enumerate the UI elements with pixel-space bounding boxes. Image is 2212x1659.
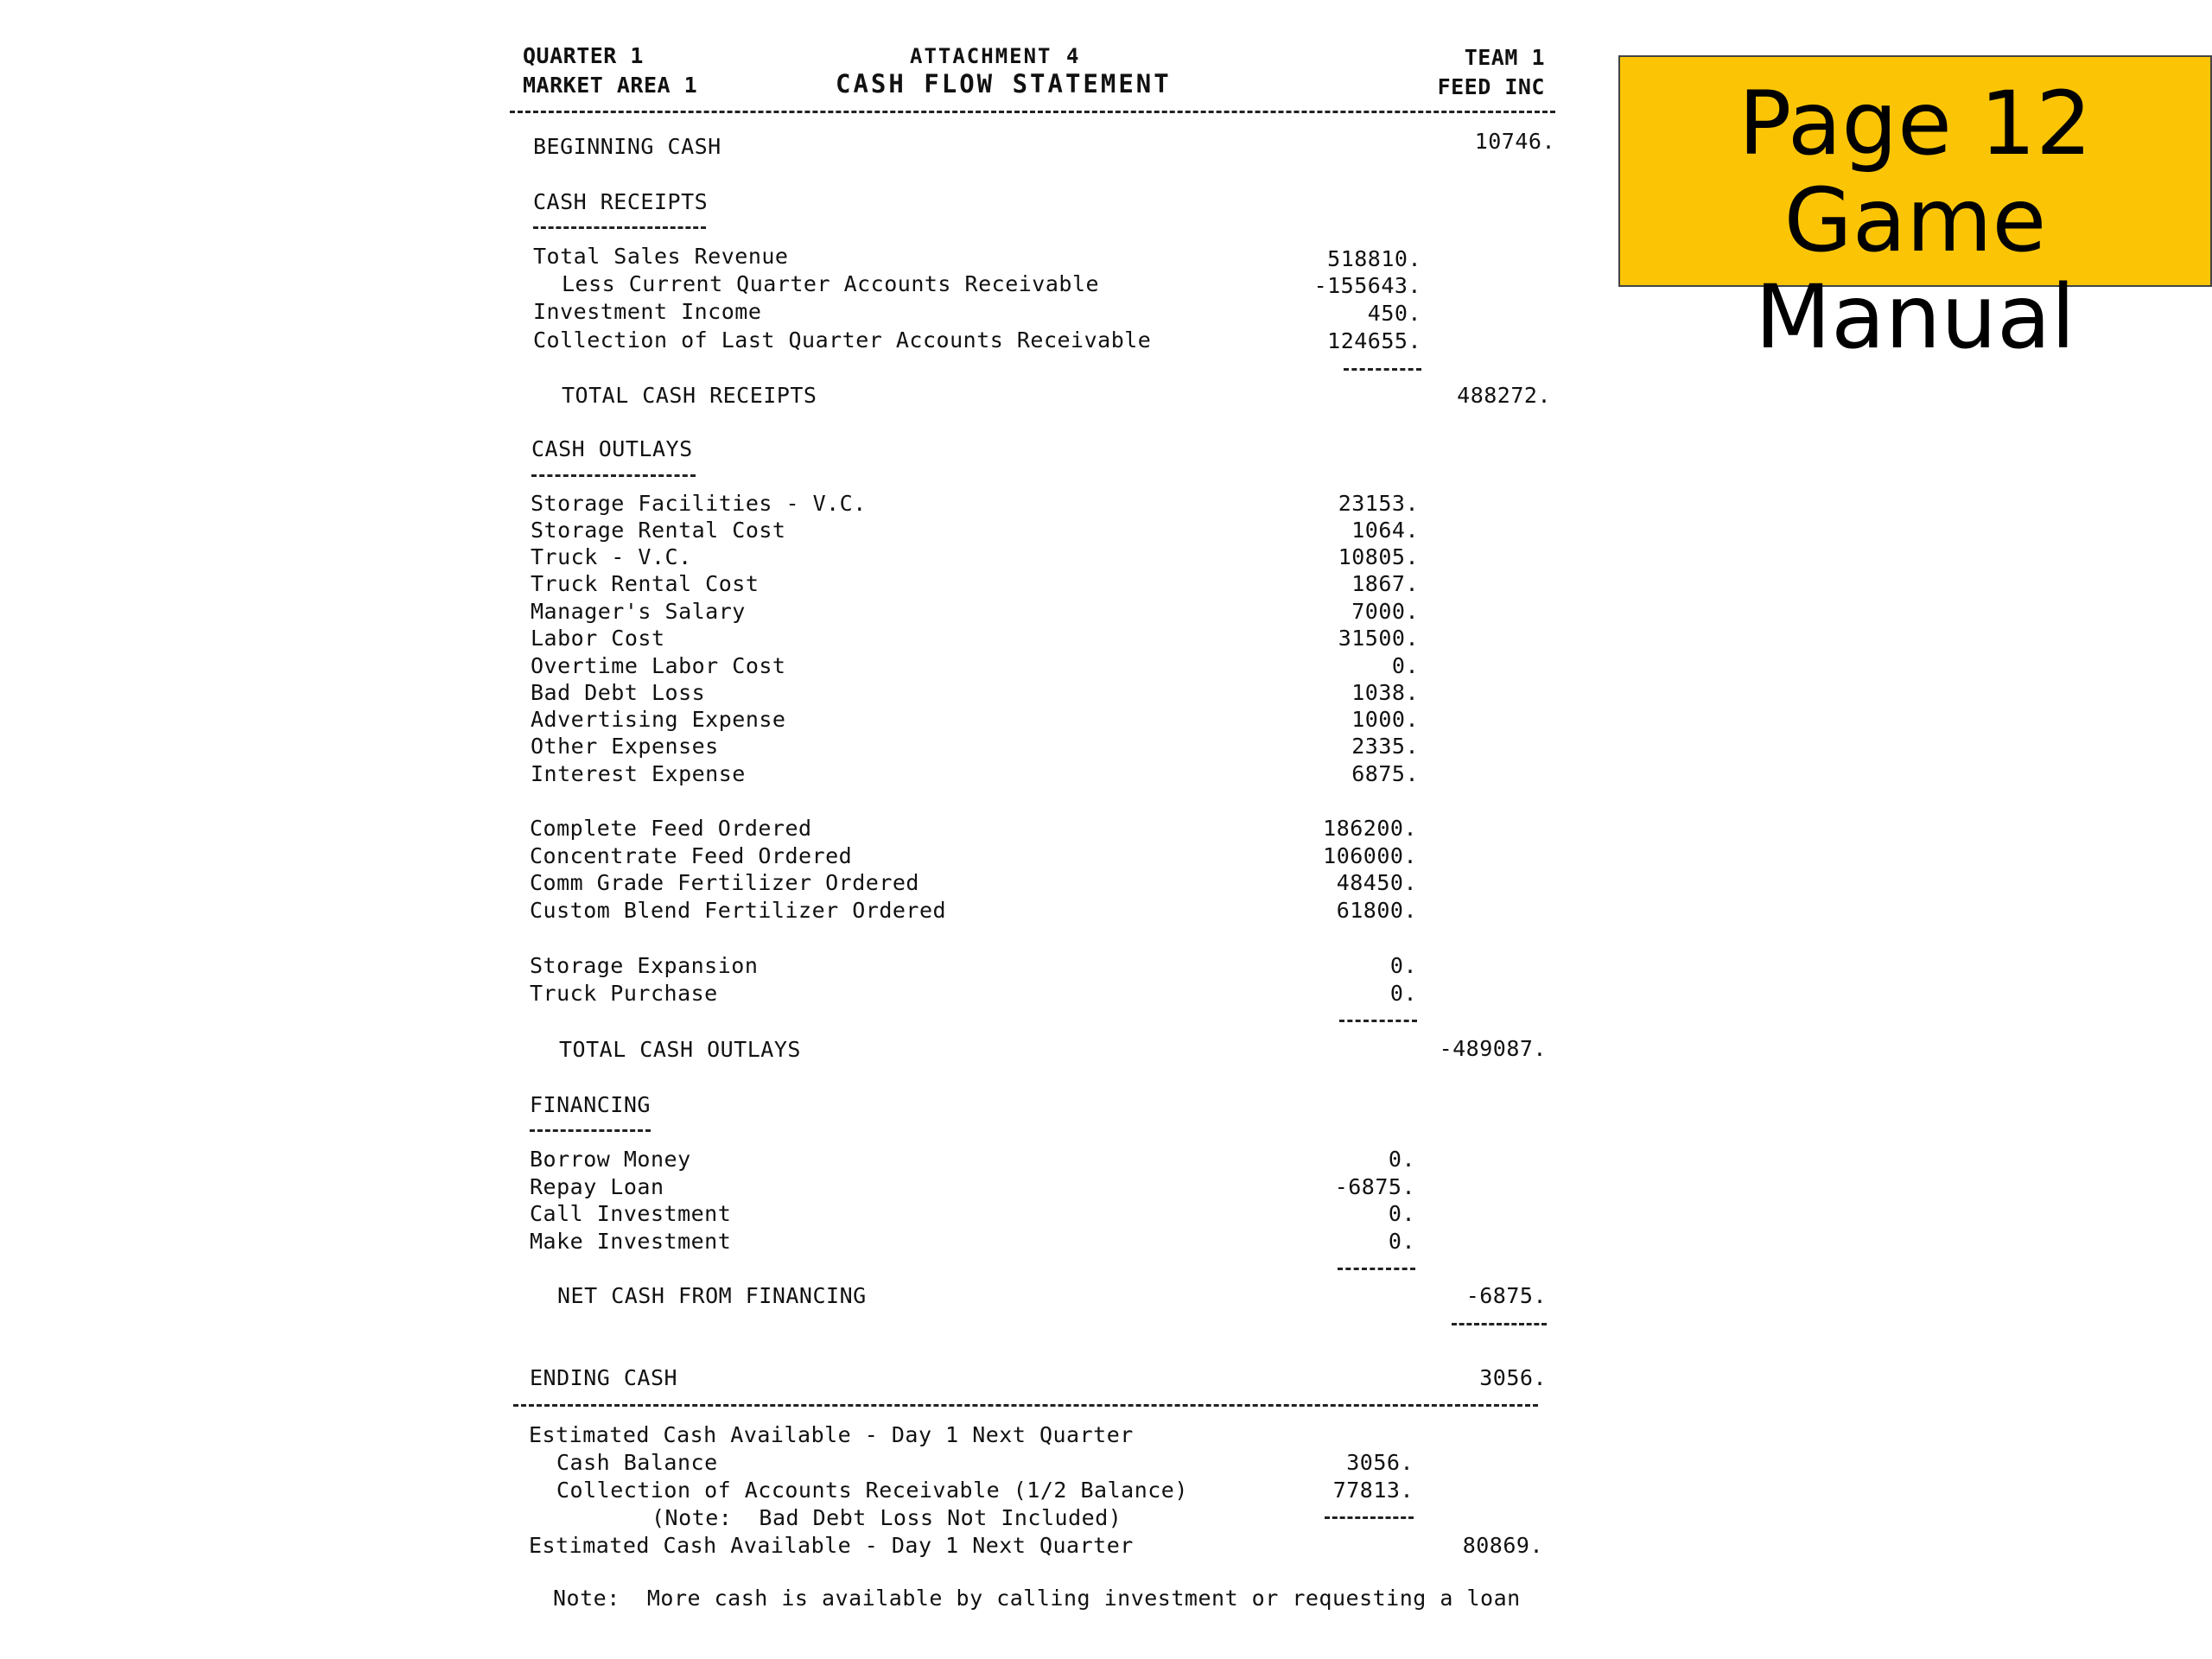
line-item-value: 1867. [1351,571,1419,596]
line-item-value: 124655. [1327,328,1421,353]
subtotal-rule [1338,1268,1415,1270]
line-item-value: 10805. [1338,544,1419,569]
line-item-label: Truck Rental Cost [531,571,760,596]
page-title: CASH FLOW STATEMENT [836,69,1172,99]
line-item-value: -6875. [1334,1174,1415,1199]
line-item-label: Repay Loan [530,1174,664,1199]
line-item-label: Make Investment [530,1229,732,1254]
heading-underline [533,226,706,229]
line-item-value: 0. [1388,1229,1415,1254]
line-item-value: 6875. [1351,761,1419,786]
line-item-label: Storage Rental Cost [531,518,786,543]
line-item-value: 186200. [1323,816,1417,841]
line-item-value: 31500. [1338,626,1419,651]
total-cash-outlays-label: TOTAL CASH OUTLAYS [559,1037,801,1062]
line-item-value: -155643. [1313,273,1421,298]
line-item-label: Cash Balance [556,1450,718,1475]
line-item-label: Less Current Quarter Accounts Receivable [562,271,1100,296]
line-item-label: Comm Grade Fertilizer Ordered [530,870,919,895]
line-item-label: Collection of Last Quarter Accounts Receivable [533,327,1152,353]
estimate-heading: Estimated Cash Available - Day 1 Next Quarter [529,1422,1134,1447]
cash-receipts-heading: CASH RECEIPTS [533,189,709,214]
cash-outlays-heading: CASH OUTLAYS [531,436,693,461]
line-item-label: Overtime Labor Cost [531,653,786,678]
line-item-label: Complete Feed Ordered [530,816,812,841]
line-item-label: Interest Expense [531,761,746,786]
team-label: TEAM 1 [1464,45,1545,70]
line-item-label: Advertising Expense [531,707,786,732]
line-item-label: Collection of Accounts Receivable (1/2 Balance) [556,1478,1188,1503]
line-item-value: 61800. [1336,898,1417,923]
total-cash-receipts-value: 488272. [1457,383,1551,408]
line-item-label: Storage Facilities - V.C. [531,491,867,516]
attachment-label: ATTACHMENT 4 [910,44,1081,68]
line-item-value: 0. [1389,953,1417,978]
line-item-value: 23153. [1338,491,1419,516]
line-item-label: Custom Blend Fertilizer Ordered [530,898,947,923]
line-item-value: 1064. [1351,518,1419,543]
ending-divider [513,1404,1538,1407]
line-item-label: Borrow Money [530,1147,691,1172]
market-area-label: MARKET AREA 1 [523,73,698,98]
line-item-value: 0. [1388,1147,1415,1172]
line-item-value: 48450. [1336,870,1417,895]
line-item-label: Total Sales Revenue [533,244,789,269]
line-item-value: 1038. [1351,680,1419,705]
subtotal-rule [1344,368,1421,371]
subtotal-rule [1339,1020,1417,1022]
line-item-label: Concentrate Feed Ordered [530,843,853,868]
line-item-value: 77813. [1332,1478,1414,1503]
footer-note: Note: More cash is available by calling investment or requesting a loan [553,1586,1521,1611]
heading-underline [531,474,696,477]
estimate-total-label: Estimated Cash Available - Day 1 Next Quarter [529,1533,1134,1558]
line-item-label: Truck Purchase [530,981,718,1006]
quarter-label: QUARTER 1 [523,43,644,68]
line-item-value: 2335. [1351,734,1419,759]
line-item-value: 0. [1388,1201,1415,1226]
bad-debt-note: (Note: Bad Debt Loss Not Included) [652,1505,1122,1530]
line-item-value: 1000. [1351,707,1419,732]
line-item-label: Call Investment [530,1201,732,1226]
subtotal-rule [1452,1323,1547,1325]
company-label: FEED INC [1437,74,1545,99]
line-item-label: Bad Debt Loss [531,680,706,705]
estimate-total-value: 80869. [1462,1533,1543,1558]
total-cash-outlays-value: -489087. [1439,1036,1547,1061]
financing-heading: FINANCING [530,1092,651,1117]
badge-page-number: Page 12 [1738,73,2093,175]
line-item-value: 3056. [1346,1450,1414,1475]
line-item-label: Storage Expansion [530,953,759,978]
line-item-label: Manager's Salary [531,599,746,624]
page-reference-badge [1618,55,2212,369]
header-divider [510,111,1555,113]
heading-underline [530,1129,651,1132]
subtotal-rule [1325,1516,1414,1519]
badge-game-manual: Game Manual [1755,169,2075,369]
line-item-value: 450. [1367,301,1421,326]
line-item-value: 518810. [1327,246,1421,271]
line-item-label: Investment Income [533,299,762,324]
line-item-label: Labor Cost [531,626,665,651]
line-item-value: 0. [1391,653,1419,678]
beginning-cash-label: BEGINNING CASH [533,134,721,159]
ending-cash-label: ENDING CASH [530,1365,678,1390]
line-item-label: Other Expenses [531,734,719,759]
line-item-label: Truck - V.C. [531,544,692,569]
beginning-cash-value: 10746. [1474,129,1555,154]
net-cash-financing-label: NET CASH FROM FINANCING [557,1283,867,1308]
line-item-value: 0. [1389,981,1417,1006]
ending-cash-value: 3056. [1479,1365,1547,1390]
line-item-value: 7000. [1351,599,1419,624]
net-cash-financing-value: -6875. [1465,1283,1547,1308]
line-item-value: 106000. [1323,843,1417,868]
total-cash-receipts-label: TOTAL CASH RECEIPTS [562,383,817,408]
